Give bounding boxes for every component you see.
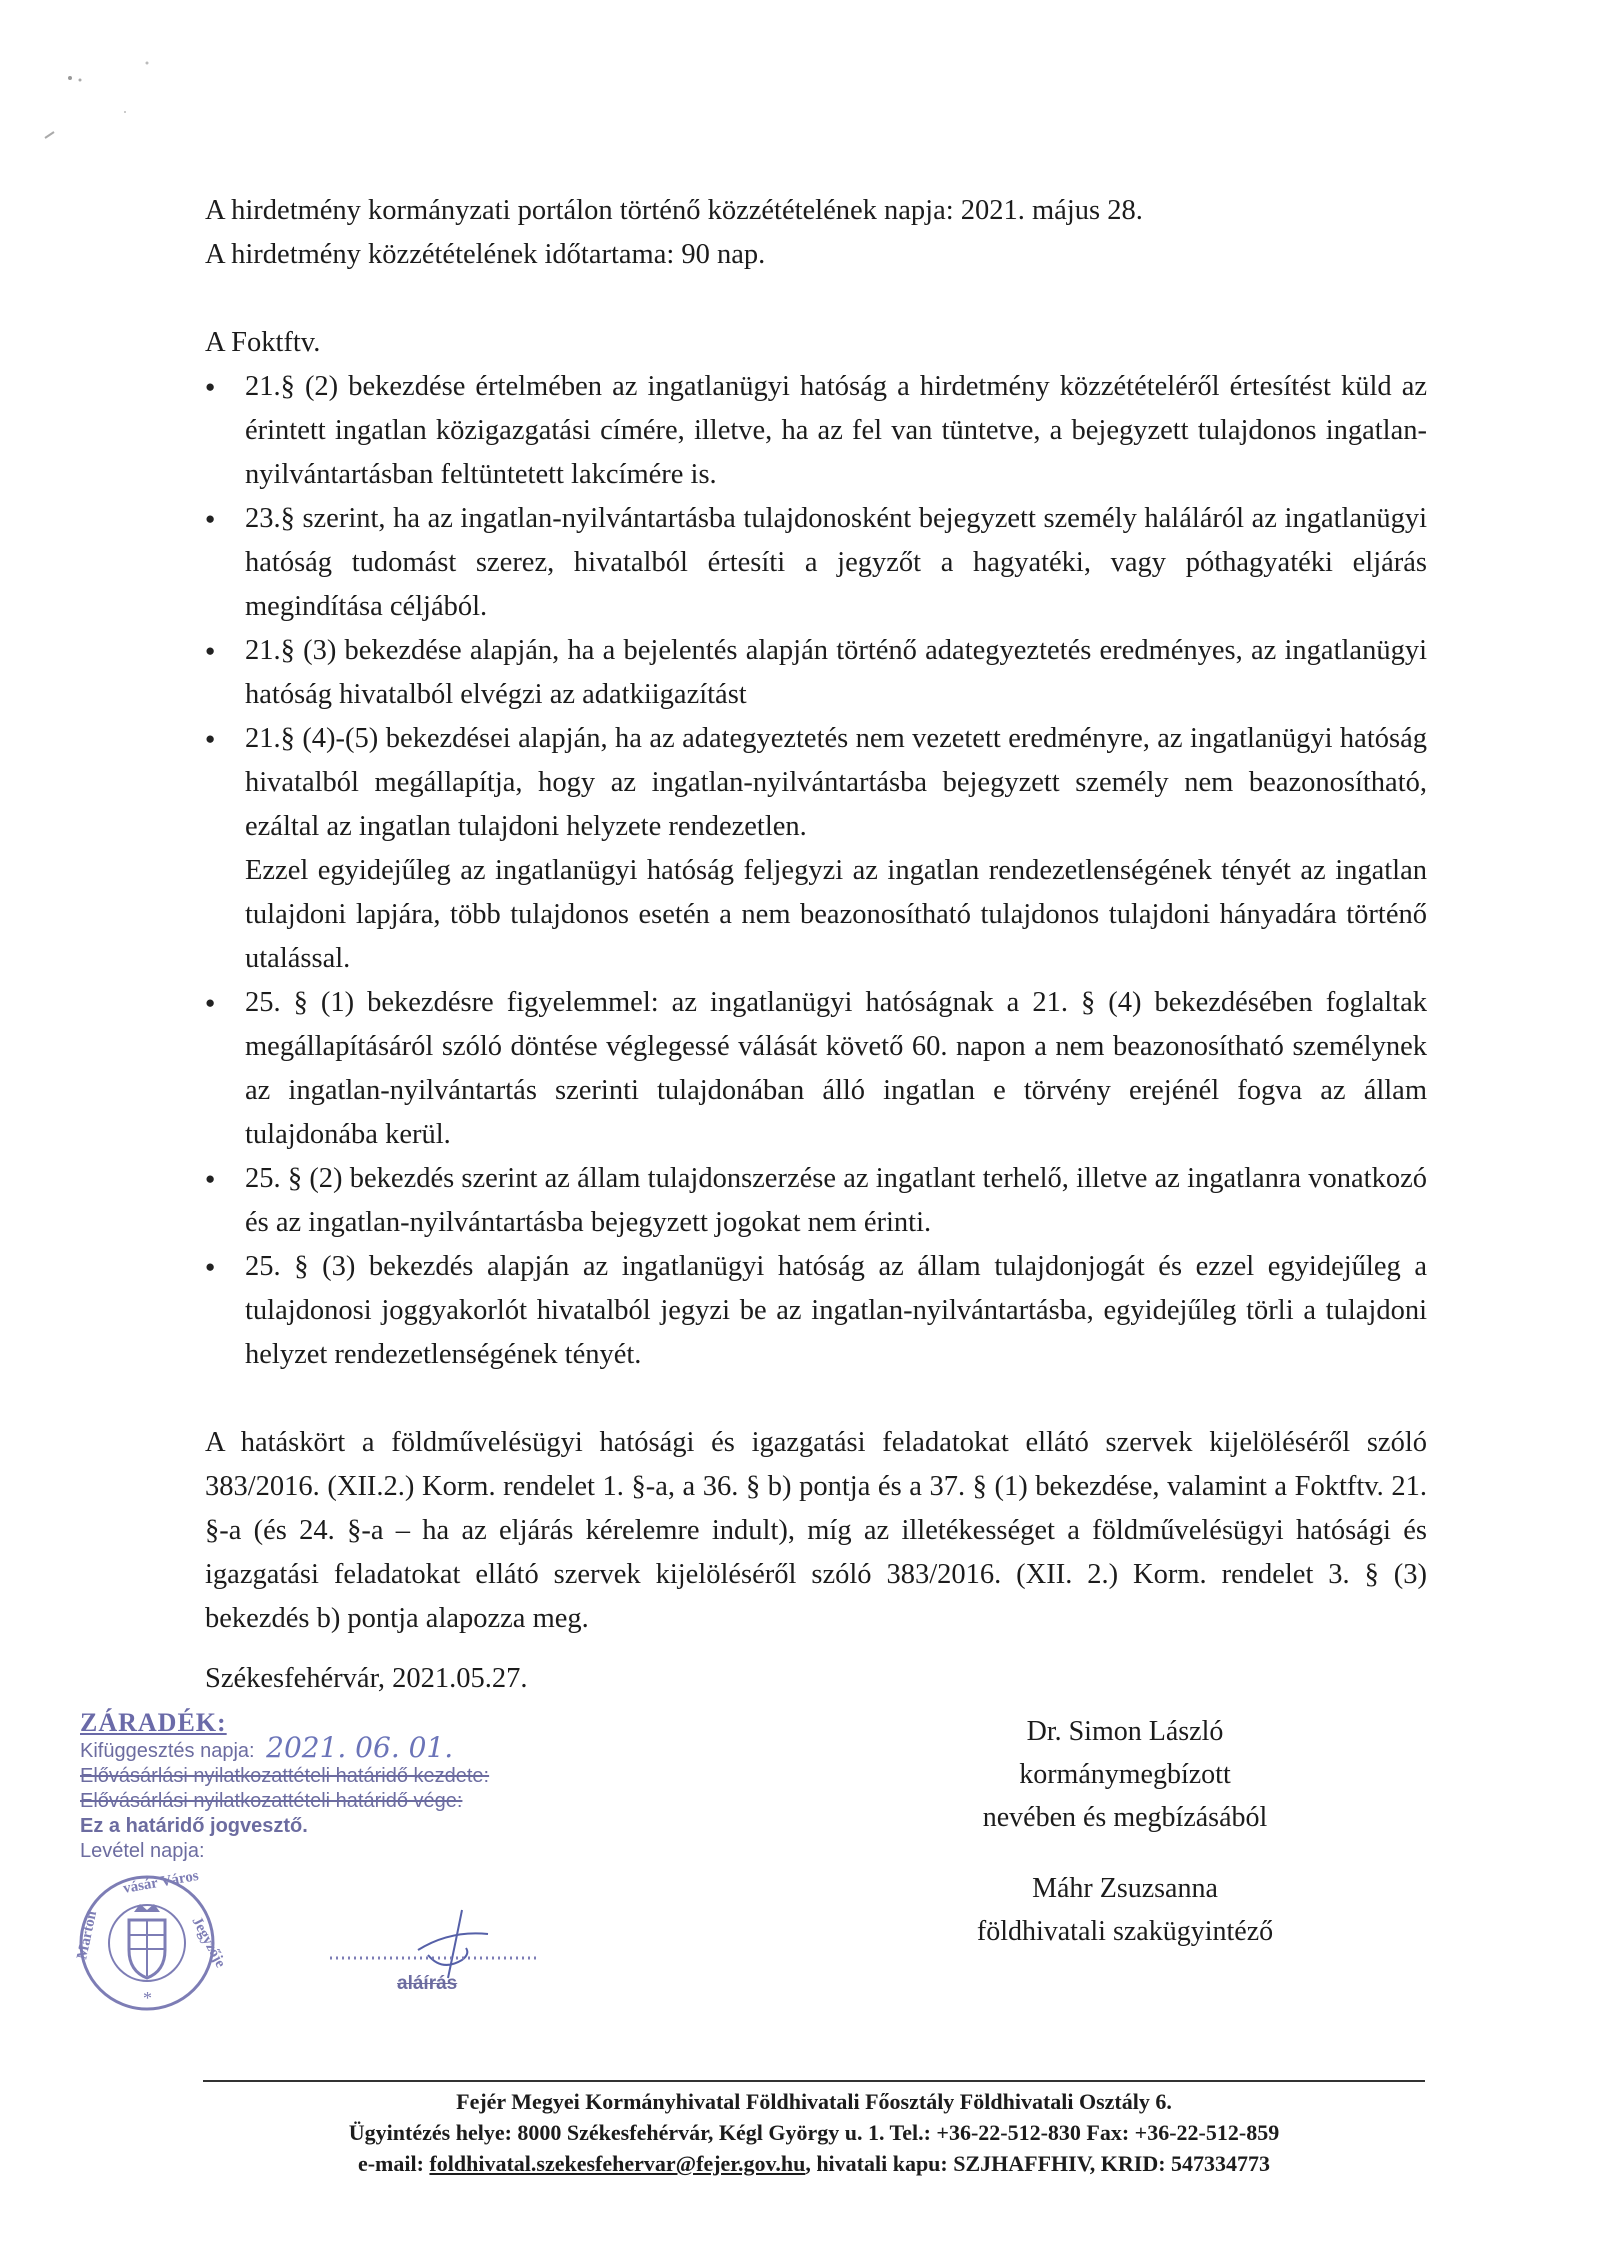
provision-text: 21.§ (4)-(5) bekezdései alapján, ha az adategyeztetés nem vezetett eredményre, az ingatlanügyi hatóság hivatalból megállapítja, hogy az ingatlan-nyilvántartásba bejegyzett személy nem beazonosítható, ezáltal az ingatlan tulajdoni helyzete rendezetlen.: [245, 723, 1427, 842]
list-item: [205, 1157, 1427, 1245]
publish-date-line: A hirdetmény kormányzati portálon történő közzétételének napja: 2021. május 28.: [205, 195, 1143, 226]
spacer: [205, 1377, 1427, 1421]
provision-text: 21.§ (3) bekezdése alapján, ha a bejelentés alapján történő adategyeztetés eredményes, az ingatlanügyi hatóság hivatalból elvégzi az adatkiigazítást: [245, 635, 1427, 710]
footer-divider: [203, 2080, 1425, 2082]
list-item: [205, 981, 1427, 1157]
footer-email-line: [203, 2148, 1425, 2179]
posting-date-row: [80, 1731, 600, 1764]
svg-text:vásár Város: vásár Város: [121, 1867, 200, 1897]
signature-block: [905, 1710, 1345, 1953]
clause-title: ZÁRADÉK:: [80, 1708, 227, 1737]
round-seal: [72, 1867, 229, 2018]
provision-list: [205, 365, 1427, 1377]
provision-text: 21.§ (2) bekezdése értelmében az ingatlanügyi hatóság a hirdetmény közzétételéről értesítést küld az érintett ingatlan közigazgatási címére, illetve, ha az fel van tüntetve, a bejegyzett tulajdonos ingatlan-nyilvántartásban feltüntetett lakcímére is.: [245, 371, 1427, 490]
official-title: földhivatali szakügyintéző: [976, 1916, 1274, 1947]
provision-text: 23.§ szerint, ha az ingatlan-nyilvántartásba tulajdonosként bejegyzett személy haláláról az ingatlanügyi hatóság tudomást szerez, hivatalból értesíti a jegyzőt a hagyatéki, vagy póthagyatéki eljárás megindítása céljából.: [245, 503, 1427, 622]
list-item: [205, 365, 1427, 497]
provision-text: 25. § (2) bekezdés szerint az állam tulajdonszerzése az ingatlant terhelő, illetve az ingatlanra vonatkozó és az ingatlan-nyilvántartásba bejegyzett jogokat nem érinti.: [245, 1163, 1427, 1238]
list-item: [205, 1245, 1427, 1377]
signatory-name: Dr. Simon László: [1026, 1716, 1224, 1747]
signature-caption: aláírás: [397, 1973, 458, 1994]
on-behalf-text: nevében és megbízásából: [982, 1802, 1268, 1833]
list-item: [205, 717, 1427, 981]
list-item: [205, 497, 1427, 629]
official-name: Máhr Zsuzsanna: [1032, 1873, 1218, 1904]
svg-text:*: *: [143, 1988, 152, 2008]
foktftv-label: A Foktftv.: [205, 327, 321, 358]
preemption-start: Elővásárlási nyilatkozattételi határidő kezdete:: [80, 1765, 490, 1787]
scan-specks: [30, 50, 170, 150]
removal-date-label: Levétel napja:: [80, 1840, 205, 1862]
provision-text-continued: Ezzel egyidejűleg az ingatlanügyi hatóság feljegyzi az ingatlan rendezetlenségének tényét az ingatlan tulajdoni lapjára, több tulajdonos esetén a nem beazonosítható tulajdonos tulajdoni hányadára történő utalással.: [245, 855, 1427, 974]
email-link[interactable]: foldhivatal.szekesfehervar@fejer.gov.hu: [429, 2151, 806, 2176]
footer-gateway: , hivatali kapu: SZJHAFFHIV, KRID: 547334773: [805, 2151, 1271, 2176]
footer: [203, 2086, 1425, 2179]
list-item: [205, 629, 1427, 717]
footer-office: Fejér Megyei Kormányhivatal Földhivatali Főosztály Földhivatali Osztály 6.: [456, 2089, 1172, 2114]
duration-line: A hirdetmény közzétételének időtartama: 90 nap.: [205, 239, 766, 270]
provision-text: 25. § (3) bekezdés alapján az ingatlanügyi hatóság az állam tulajdonjogát és ezzel egyidejűleg a tulajdonosi joggyakorlót hivatalból jegyzi be az ingatlan-nyilvántartásba, egyidejűleg törli a tulajdoni helyzet rendezetlenségének tényét.: [245, 1251, 1427, 1370]
body-text: [205, 189, 1427, 1641]
svg-text:Jegyzője: Jegyzője: [188, 1914, 229, 1971]
svg-text:Marton: Marton: [74, 1909, 101, 1961]
clause-stamp: [80, 1710, 600, 1864]
spacer: [205, 277, 1427, 321]
footer-contact: Ügyintézés helye: 8000 Székesfehérvár, Kégl György u. 1. Tel.: +36-22-512-830 Fax: +36-22-512-859: [348, 2120, 1280, 2145]
forfeit-note: Ez a határidő jogvesztő.: [80, 1815, 308, 1837]
signatory-title: kormánymegbízott: [1019, 1759, 1231, 1790]
posting-date-value: 2021. 06. 01.: [266, 1731, 454, 1764]
place-date: Székesfehérvár, 2021.05.27.: [205, 1663, 528, 1694]
competence-paragraph: A hatáskört a földművelésügyi hatósági és igazgatási feladatokat ellátó szervek kijelöléséről szóló 383/2016. (XII.2.) Korm. rendelet 1. §-a, a 36. § b) pontja és a 37. § (1) bekezdése, valamint a Foktftv. 21. §-a (és 24. §-a – ha az eljárás kérelemre indult), míg az illetékességet a földművelésügyi hatósági és igazgatási feladatokat ellátó szervek kijelöléséről szóló 383/2016. (XII. 2.) Korm. rendelet 3. § (3) bekezdés b) pontja alapozza meg.: [205, 1427, 1427, 1634]
posting-date-label: Kifüggesztés napja:: [80, 1740, 255, 1762]
provision-text: 25. § (1) bekezdésre figyelemmel: az ingatlanügyi hatóságnak a 21. § (4) bekezdésében foglaltak megállapításáról szóló döntése véglegessé válását követő 60. napon a nem beazonosítható személynek az ingatlan-nyilvántartás szerinti tulajdonában álló ingatlan e törvény erejénél fogva az állam tulajdonába kerül.: [245, 987, 1427, 1150]
email-prefix: e-mail:: [357, 2151, 430, 2176]
preemption-end: Elővásárlási nyilatkozattételi határidő vége:: [80, 1790, 463, 1812]
